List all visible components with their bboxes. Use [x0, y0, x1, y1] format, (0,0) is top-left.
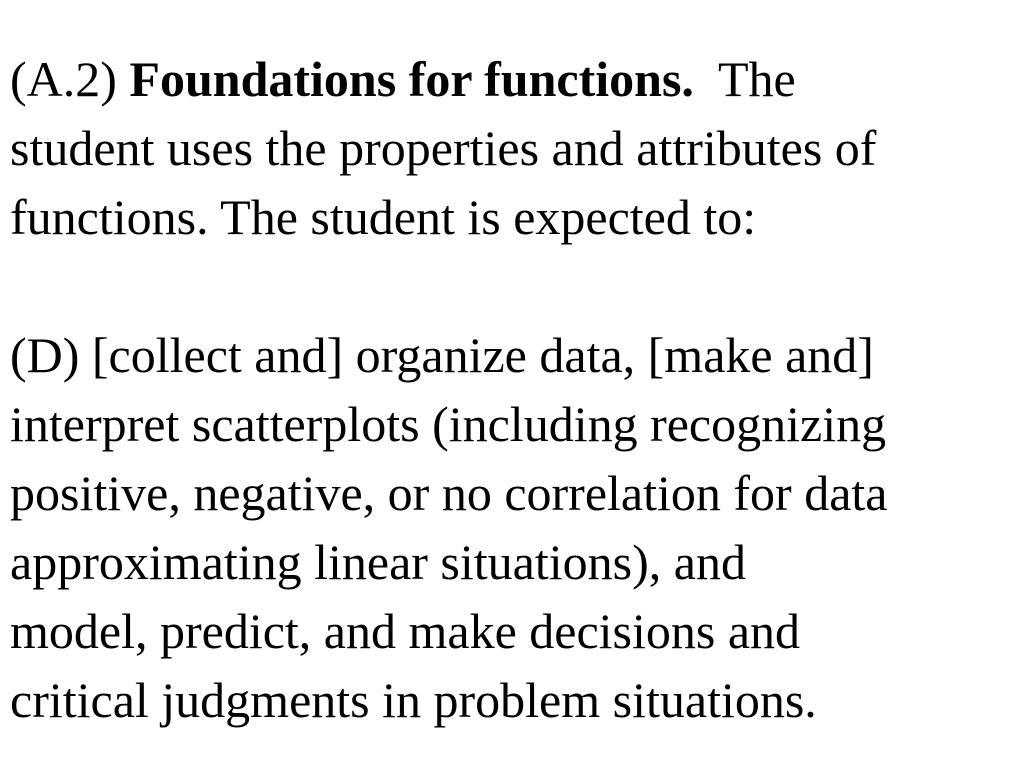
standard-code: (A.2): [10, 51, 117, 107]
expectation-line: approximating linear situations), and: [10, 534, 746, 590]
standard-line-2: student uses the properties and attributes of: [10, 120, 877, 176]
expectation-line: interpret scatterplots (including recognizing: [10, 396, 887, 452]
standard-paragraph: [10, 45, 1018, 252]
expectation-paragraph: [10, 321, 1018, 735]
expectation-line: critical judgments in problem situations.: [10, 672, 817, 728]
expectation-line: model, predict, and make decisions and: [10, 603, 801, 659]
standard-heading: Foundations for functions.: [129, 51, 694, 107]
expectation-line: positive, negative, or no correlation for data: [10, 465, 888, 521]
slide-content: [10, 45, 1018, 735]
paragraph-spacer: [10, 252, 1018, 321]
standard-line-1: [10, 45, 1018, 114]
standard-intro-tail: The: [718, 51, 796, 107]
expectation-line: (D) [collect and] organize data, [make and]: [10, 327, 874, 383]
standard-line-3: functions. The student is expected to:: [10, 189, 757, 245]
